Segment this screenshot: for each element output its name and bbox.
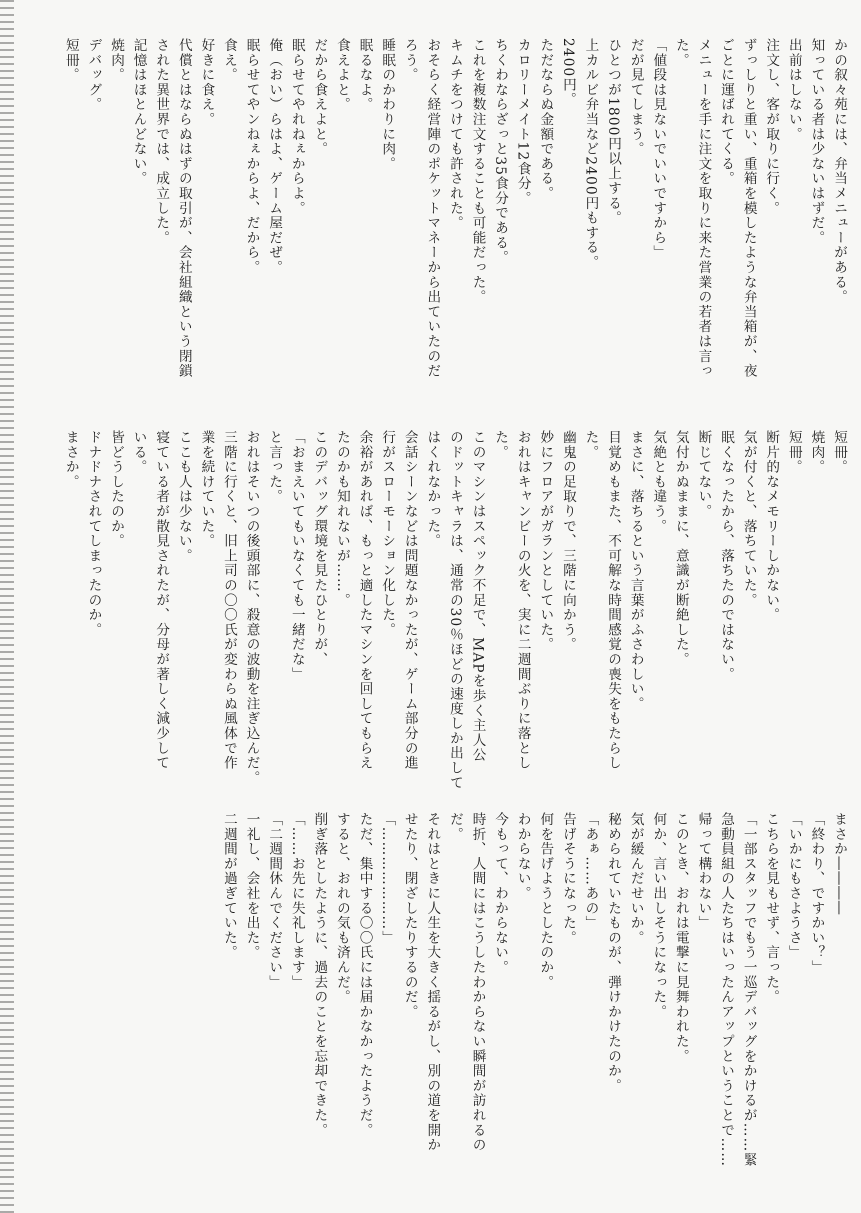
text-line: 短冊。 (62, 38, 79, 83)
text-line: た。 (672, 38, 689, 68)
text-line: 断片的なメモリーしかない。 (763, 430, 780, 623)
text-line: わからない。 (514, 812, 531, 901)
text-line: おれはそいつの後頭部に、殺意の波動を注ぎ込んだ。 (243, 430, 260, 786)
text-line: これを複数注文することも可能だった。 (469, 38, 486, 305)
text-line: だから食えよと。 (311, 38, 328, 157)
text-line: 寝ている者が散見されたが、分母が著しく減少して (153, 430, 170, 771)
text-tier-top (60, 38, 850, 418)
text-line: 眠るなよ。 (356, 38, 373, 112)
text-line: 気付かぬままに、意識が断絶した。 (672, 430, 689, 667)
text-line: 知っている者は少ないはずだ。 (808, 38, 825, 246)
text-line: それはときに人生を大きく揺るがし、別の道を開か (424, 812, 441, 1153)
text-line: だ。 (446, 812, 463, 842)
text-line: 食えよと。 (333, 38, 350, 112)
text-line: 「いかにもさようさ」 (785, 812, 802, 960)
text-line: だが見てしまう。 (627, 38, 644, 157)
text-line: 短冊。 (831, 430, 847, 475)
text-line: 二週間が過ぎていた。 (220, 812, 237, 960)
text-line: 一礼し、会社を出た。 (243, 812, 260, 960)
text-line: ろう。 (401, 38, 418, 83)
text-tier-bottom (60, 812, 850, 1182)
text-line: かの叙々苑には、弁当メニューがある。 (831, 38, 847, 305)
text-line: ずっしりと重い、重箱を模したような弁当箱が、夜 (740, 38, 757, 379)
text-line: 俺（おい）らはよ、ゲーム屋だぜ。 (266, 38, 283, 275)
text-line: まさに、落ちるという言葉がふさわしい。 (627, 430, 644, 712)
text-line: 気が緩んだせいか。 (627, 812, 644, 946)
text-line: 代償とはならぬはずの取引が、会社組織という閉鎖 (175, 38, 192, 379)
text-line: 眠らせてやンねぇからよ、だから。 (243, 38, 260, 275)
text-line: キムチをつけても許された。 (446, 38, 463, 231)
text-line: 断じてない。 (695, 430, 712, 519)
text-line: このとき、おれは電撃に見舞われた。 (672, 812, 689, 1064)
text-line: 睡眠のかわりに肉。 (379, 38, 396, 172)
text-line: たのかも知れないが……。 (333, 430, 350, 608)
text-line: おれはキャンビーの火を、実に二週間ぶりに落とし (514, 430, 531, 771)
text-line: 「あぁ……あの」 (582, 812, 599, 931)
text-line: ひとつが1800円以上する。 (605, 38, 622, 226)
text-line: 皆どうしたのか。 (108, 430, 124, 549)
text-line: のドットキャラは、通常の30％ほどの速度しか出して (446, 430, 463, 791)
text-line: 告げそうになった。 (559, 812, 576, 946)
text-line: 何か、言い出しそうになった。 (650, 812, 667, 1020)
text-line: 「終わり、ですかい？」 (808, 812, 825, 975)
text-line: 記憶はほとんどない。 (130, 38, 147, 186)
text-line: 「一部スタッフでもう一巡デバッグをかけるが……緊 (740, 812, 757, 1168)
text-line: 帰って構わない」 (695, 812, 712, 931)
text-line: た。 (492, 430, 509, 460)
text-line: 業を続けていた。 (198, 430, 215, 549)
text-line: このマシンはスペック不足で、MAPを歩く主人公 (469, 430, 486, 763)
text-line: 「…………………」 (379, 812, 396, 946)
text-line: 今もって、わからない。 (492, 812, 509, 975)
text-line: 焼肉。 (108, 38, 124, 83)
text-line: 幽鬼の足取りで、三階に向かう。 (559, 430, 576, 652)
text-line: 急動員組の人たちはいったんアップということで…… (718, 812, 735, 1168)
text-line: はくれなかった。 (424, 430, 441, 549)
text-line: おそらく経営陣のポケットマネーから出ていたのだ (424, 38, 441, 379)
text-line: 食え。 (220, 38, 237, 83)
text-line: 「おまえいてもいなくても一緒だな」 (288, 430, 305, 682)
text-line: ちくわならざっと35食分である。 (492, 38, 509, 265)
text-line: 秘められていたものが、弾けかけたのか。 (605, 812, 622, 1094)
text-line: こちらを見もせず、言った。 (763, 812, 780, 1005)
text-line: 眠くなったから、落ちたのではない。 (718, 430, 735, 682)
text-line: せたり、閉ざしたりするのだ。 (401, 812, 418, 1020)
text-line: 削ぎ落としたように、過去のことを忘却できた。 (311, 812, 328, 1138)
text-line: た。 (582, 430, 599, 460)
text-line: 上カルビ弁当など2400円もする。 (582, 38, 599, 270)
text-line: 時折、人間にはこうしたわからない瞬間が訪れるの (469, 812, 486, 1153)
text-line: 何を告げようとしたのか。 (537, 812, 554, 990)
text-line: 「……お先に失礼します」 (288, 812, 305, 990)
text-line: 2400円。 (559, 38, 576, 107)
text-line: ここも人は少ない。 (175, 430, 192, 564)
text-line: 行がスローモーション化した。 (379, 430, 396, 638)
text-line: ドナドナされてしまったのか。 (85, 430, 102, 638)
text-line: 注文し、客が取りに行く。 (763, 38, 780, 216)
text-line: いる。 (130, 430, 147, 475)
text-line: 短冊。 (785, 430, 802, 475)
text-line: 「二週間休んでください」 (266, 812, 283, 990)
text-line: まさか―――― (831, 812, 847, 916)
text-line: 余裕があれば、もっと適したマシンを回してもらえ (356, 430, 373, 771)
text-line: 気が付くと、落ちていた。 (740, 430, 757, 608)
text-line: 会話シーンなどは問題なかったが、ゲーム部分の進 (401, 430, 418, 771)
text-line: このデバッグ環境を見たひとりが、 (311, 430, 328, 667)
text-line: カロリーメイト12食分。 (514, 38, 531, 206)
text-line: 「値段は見ないでいいですから」 (650, 38, 667, 260)
text-line: デバッグ。 (85, 38, 102, 112)
text-line: ごとに運ばれてくる。 (718, 38, 735, 186)
text-tier-middle (60, 430, 850, 800)
text-line: ただならぬ金額である。 (537, 38, 554, 201)
binding-edge (0, 0, 14, 1213)
text-line: 好きに食え。 (198, 38, 215, 127)
text-line: メニューを手に注文を取りに来た営業の若者は言っ (695, 38, 712, 379)
text-line: 気絶とも違う。 (650, 430, 667, 534)
text-line: まさか。 (62, 430, 79, 490)
text-line: すると、おれの気も済んだ。 (333, 812, 350, 1005)
text-line: 眠らせてやれねぇからよ。 (288, 38, 305, 216)
text-line: 目覚めもまた、不可解な時間感覚の喪失をもたらし (605, 430, 622, 771)
text-line: 出前はしない。 (785, 38, 802, 142)
text-line: された異世界では、成立した。 (153, 38, 170, 246)
text-line: 焼肉。 (808, 430, 825, 475)
text-line: 三階に行くと、旧上司の〇〇氏が変わらぬ風体で作 (220, 430, 237, 771)
text-line: 妙にフロアがガランとしていた。 (537, 430, 554, 652)
text-line: ただ、集中する〇〇氏には届かなかったようだ。 (356, 812, 373, 1138)
text-line: と言った。 (266, 430, 283, 504)
